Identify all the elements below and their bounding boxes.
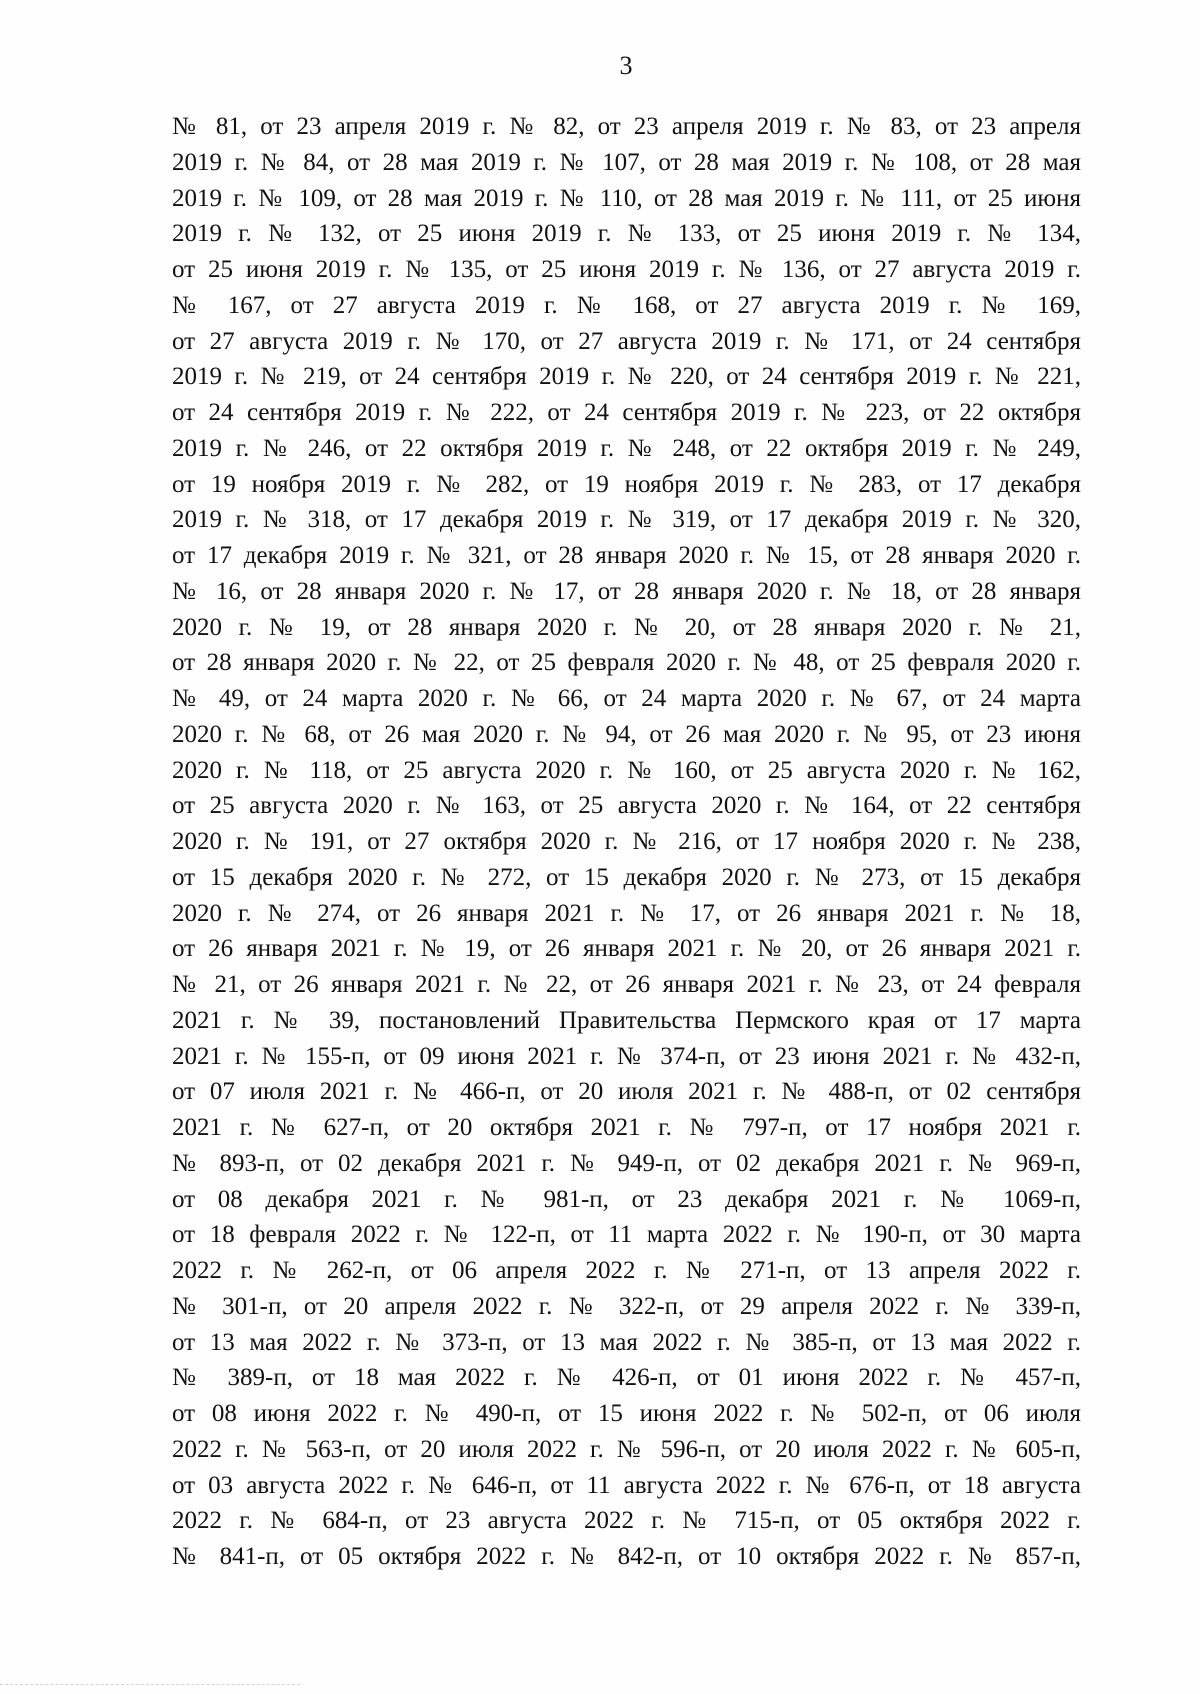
text-line: 2022 г. № 684-п, от 23 августа 2022 г. № 715-п, от 05 октября 2022 г. xyxy=(172,1507,1081,1535)
text-line: 2022 г. № 563-п, от 20 июля 2022 г. № 596-п, от 20 июля 2022 г. № 605-п, xyxy=(172,1435,1081,1463)
text-line: 2019 г. № 318, от 17 декабря 2019 г. № 319, от 17 декабря 2019 г. № 320, xyxy=(172,506,1081,534)
text-line: от 25 августа 2020 г. № 163, от 25 августа 2020 г. № 164, от 22 сентября xyxy=(172,792,1081,820)
text-line: 2020 г. № 191, от 27 октября 2020 г. № 216, от 17 ноября 2020 г. № 238, xyxy=(172,828,1081,855)
text-line: от 15 декабря 2020 г. № 272, от 15 декабря 2020 г. № 273, от 15 декабря xyxy=(172,863,1081,891)
page-number: 3 xyxy=(619,51,633,80)
text-line: № 893-п, от 02 декабря 2021 г. № 949-п, от 02 декабря 2021 г. № 969-п, xyxy=(172,1149,1081,1177)
text-line: 2019 г. № 132, от 25 июня 2019 г. № 133, от 25 июня 2019 г. № 134, xyxy=(172,220,1081,248)
text-line: от 28 января 2020 г. № 22, от 25 февраля 2020 г. № 48, от 25 февраля 2020 г. xyxy=(172,649,1081,677)
text-line: 2019 г. № 109, от 28 мая 2019 г. № 110, от 28 мая 2019 г. № 111, от 25 июня xyxy=(172,184,1081,212)
text-line: 2022 г. № 262-п, от 06 апреля 2022 г. № 271-п, от 13 апреля 2022 г. xyxy=(172,1257,1081,1284)
text-line: 2020 г. № 19, от 28 января 2020 г. № 20, от 28 января 2020 г. № 21, xyxy=(172,613,1081,641)
text-line: № 81, от 23 апреля 2019 г. № 82, от 23 апреля 2019 г. № 83, от 23 апреля xyxy=(172,113,1081,140)
text-line: № 841-п, от 05 октября 2022 г. № 842-п, от 10 октября 2022 г. № 857-п, xyxy=(172,1543,1081,1570)
text-line: 2019 г. № 219, от 24 сентября 2019 г. № 220, от 24 сентября 2019 г. № 221, xyxy=(172,363,1081,391)
text-line: от 25 июня 2019 г. № 135, от 25 июня 2019 г. № 136, от 27 августа 2019 г. xyxy=(172,256,1081,283)
text-line: от 27 августа 2019 г. № 170, от 27 августа 2019 г. № 171, от 24 сентября xyxy=(172,327,1081,355)
text-line: от 24 сентября 2019 г. № 222, от 24 сентября 2019 г. № 223, от 22 октября xyxy=(172,399,1081,426)
text-line: от 17 декабря 2019 г. № 321, от 28 января 2020 г. № 15, от 28 января 2020 г. xyxy=(172,542,1081,569)
text-line: № 49, от 24 марта 2020 г. № 66, от 24 марта 2020 г. № 67, от 24 марта xyxy=(172,685,1081,712)
scan-edge-artifact xyxy=(0,1684,300,1688)
text-line: 2021 г. № 155-п, от 09 июня 2021 г. № 374-п, от 23 июня 2021 г. № 432-п, xyxy=(172,1042,1081,1070)
text-line: от 08 декабря 2021 г. № 981-п, от 23 декабря 2021 г. № 1069-п, xyxy=(172,1185,1081,1213)
text-line: 2019 г. № 246, от 22 октября 2019 г. № 248, от 22 октября 2019 г. № 249, xyxy=(172,434,1081,462)
text-line: 2019 г. № 84, от 28 мая 2019 г. № 107, от 28 мая 2019 г. № 108, от 28 мая xyxy=(172,148,1081,176)
text-line: от 13 мая 2022 г. № 373-п, от 13 мая 2022 г. № 385-п, от 13 мая 2022 г. xyxy=(172,1328,1081,1356)
text-line: 2021 г. № 39, постановлений Правительства Пермского края от 17 марта xyxy=(172,1006,1081,1034)
text-line: от 03 августа 2022 г. № 646-п, от 11 августа 2022 г. № 676-п, от 18 августа xyxy=(172,1471,1081,1499)
text-line: № 16, от 28 января 2020 г. № 17, от 28 января 2020 г. № 18, от 28 января xyxy=(172,577,1081,605)
text-line: № 389-п, от 18 мая 2022 г. № 426-п, от 01 июня 2022 г. № 457-п, xyxy=(172,1364,1081,1392)
text-line: от 07 июля 2021 г. № 466-п, от 20 июля 2021 г. № 488-п, от 02 сентября xyxy=(172,1078,1081,1106)
text-line: № 167, от 27 августа 2019 г. № 168, от 27 августа 2019 г. № 169, xyxy=(172,291,1081,319)
text-line: от 18 февраля 2022 г. № 122-п, от 11 марта 2022 г. № 190-п, от 30 марта xyxy=(172,1221,1081,1249)
body-text xyxy=(172,109,1081,1575)
text-line: 2020 г. № 118, от 25 августа 2020 г. № 160, от 25 августа 2020 г. № 162, xyxy=(172,756,1081,784)
text-line: № 21, от 26 января 2021 г. № 22, от 26 января 2021 г. № 23, от 24 февраля xyxy=(172,971,1081,998)
text-line: от 26 января 2021 г. № 19, от 26 января 2021 г. № 20, от 26 января 2021 г. xyxy=(172,935,1081,963)
text-line: 2020 г. № 274, от 26 января 2021 г. № 17, от 26 января 2021 г. № 18, xyxy=(172,899,1081,927)
text-line: № 301-п, от 20 апреля 2022 г. № 322-п, от 29 апреля 2022 г. № 339-п, xyxy=(172,1292,1081,1320)
text-line: от 19 ноября 2019 г. № 282, от 19 ноября 2019 г. № 283, от 17 декабря xyxy=(172,470,1081,498)
text-line: 2020 г. № 68, от 26 мая 2020 г. № 94, от 26 мая 2020 г. № 95, от 23 июня xyxy=(172,720,1081,748)
text-line: от 08 июня 2022 г. № 490-п, от 15 июня 2022 г. № 502-п, от 06 июля xyxy=(172,1400,1081,1427)
text-line: 2021 г. № 627-п, от 20 октября 2021 г. № 797-п, от 17 ноября 2021 г. xyxy=(172,1114,1081,1141)
